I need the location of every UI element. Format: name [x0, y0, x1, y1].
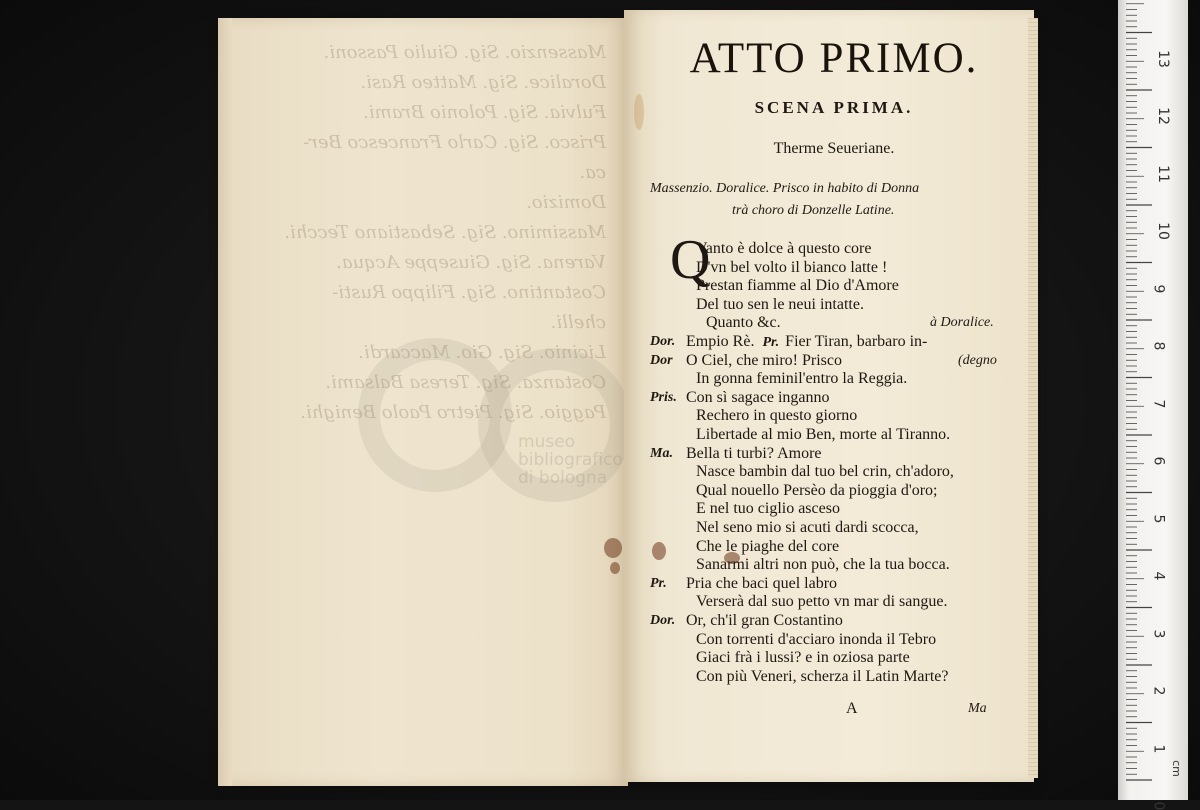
ink-stain	[610, 562, 620, 574]
bleed-line: Fulvia. Sig. Polonio Brami.	[363, 102, 606, 123]
verse-line: Qual nouello Persèo da pioggia d'oro;	[696, 481, 938, 499]
verse-line: Sanarmi altri non può, che la tua bocca.	[696, 556, 950, 574]
bleed-line: Domizio.	[526, 192, 606, 213]
speaker-label: Dor.	[650, 613, 676, 628]
signature-mark: A	[846, 700, 858, 717]
verse-line: Prestan fiamme al Dio d'Amore	[696, 277, 899, 295]
verse-line: Giaci frà i lussi? e in oziosa parte	[696, 649, 910, 667]
verse-line: Vanto è dolce à questo core	[696, 240, 872, 257]
ruler-number: 12	[1154, 107, 1171, 125]
verse-line: Nel seno mio si acuti dardi scocca,	[696, 519, 919, 536]
bleed-line: Doralice. Sig. Matteo Rasi.	[360, 72, 606, 93]
verse-line: Bella ti turbi? Amore	[686, 444, 822, 462]
bleed-line: Massimino. Sig. Sebastiano Tecchi.	[284, 222, 606, 243]
scene-heading: SCENA PRIMA.	[754, 98, 914, 117]
ruler-number: 4	[1150, 571, 1167, 581]
ruler-number: 0	[1150, 801, 1167, 810]
catchword: Ma	[968, 701, 987, 716]
stage-direction: (degno	[958, 352, 997, 368]
watermark-line: museo	[518, 432, 576, 452]
stage-direction: à Doralice.	[930, 315, 994, 331]
verse-line: Libertade al mio Ben, morte al Tiranno.	[696, 426, 951, 443]
ruler-number: 1	[1150, 744, 1167, 753]
measuring-ruler	[1118, 0, 1188, 810]
bleed-line: Paggio. Sig. Pietro Paolo Benighi.	[300, 402, 606, 423]
speaker-label: Pris.	[650, 389, 677, 405]
bleed-line: ca.	[579, 162, 606, 183]
persons-line-1: Massenzio. Doralice. Prisco in habito di Donna	[650, 181, 920, 196]
library-watermark	[358, 318, 623, 498]
dramatis-personae-line	[650, 178, 1020, 222]
ruler-number: 2	[1150, 686, 1167, 696]
ruler-number: 13	[1154, 49, 1171, 68]
ruler-number: 7	[1150, 399, 1167, 408]
bleed-line: Costanza. Sig. Teresa Balsami.	[325, 372, 606, 393]
speaker-label: Ma.	[650, 445, 673, 461]
bleed-line: Massenzio. Sig. Giulio Passoni.	[323, 42, 606, 63]
persons-line-2: trà choro di Donzelle Latine.	[732, 203, 895, 218]
open-booklet	[218, 10, 1038, 788]
ink-stain	[604, 538, 622, 558]
verse-line: Con torrenti d'acciaro inonda il Tebro	[696, 630, 937, 648]
verse-line: O Ciel, che miro! Prisco	[686, 351, 842, 369]
verse-fragment: Fier Tiran, barbaro in-	[785, 333, 928, 350]
left-page	[218, 18, 628, 786]
ruler-number: 10	[1154, 222, 1171, 240]
verse-line: In gonna feminil'entro la Reggia.	[696, 370, 908, 388]
watermark-line: bibliografico	[518, 450, 623, 470]
speaker-label: Dor	[650, 352, 673, 368]
watermark-line: di bologna	[518, 468, 608, 488]
bleed-line: chelli.	[550, 312, 606, 333]
speaker-label: Pr.	[650, 575, 667, 591]
speaker-label: Dor.	[650, 334, 676, 349]
act-title: ATTO PRIMO.	[689, 35, 979, 82]
ruler-number: 5	[1150, 514, 1167, 523]
bleed-line: Varena. Sig. Giuseppe Acqua.	[336, 252, 606, 273]
bleed-line: Costantino. Sig. Filippo Rusti-	[332, 282, 606, 303]
verse-line: E nel tuo ciglio asceso	[696, 500, 840, 518]
ruler-number: 8	[1150, 341, 1167, 351]
verse-line: Che le piaghe del core	[696, 537, 840, 555]
drop-capital: Q	[670, 229, 711, 291]
verse-line: D'vn bel volto il bianco latte !	[696, 258, 888, 276]
watermark-text	[518, 433, 638, 487]
bleed-line: Licinio. Sig. Gio. Maccardi.	[358, 342, 606, 363]
ruler-unit: cm	[1169, 760, 1183, 777]
scene-location: Therme Seueriane.	[773, 140, 895, 157]
verse-line: Rechero in questo giorno	[696, 407, 858, 425]
verse-line: Nasce bambin dal tuo bel crin, ch'adoro,	[696, 463, 954, 481]
left-page-edge	[218, 18, 232, 786]
verse-line: Pria che baci quel labro	[686, 574, 838, 592]
bleed-line: Prisco. Sig. Carlo Francesco Ber-	[303, 132, 606, 153]
ruler-number: 3	[1150, 629, 1167, 638]
ruler-number: 11	[1154, 164, 1171, 183]
ruler-number: 6	[1150, 456, 1167, 466]
ruler-number: 9	[1150, 284, 1167, 293]
verse-line: Or, ch'il gran Costantino	[686, 612, 843, 629]
speaker-label: Pr.	[762, 335, 780, 350]
verse-line: Empio Rè. Pr. Fier Tiran, barbaro in-	[686, 333, 928, 350]
verse-line: Quanto &c.	[706, 314, 781, 332]
verse-line: Con più Veneri, scherza il Latin Marte?	[696, 667, 949, 685]
verse-line: Con sì sagace inganno	[686, 388, 830, 406]
verse-line: Del tuo sen le neui intatte.	[696, 295, 864, 313]
verse-line: Verserà dal suo petto vn mar di sangue.	[696, 593, 948, 611]
right-page-text	[624, 10, 1034, 782]
